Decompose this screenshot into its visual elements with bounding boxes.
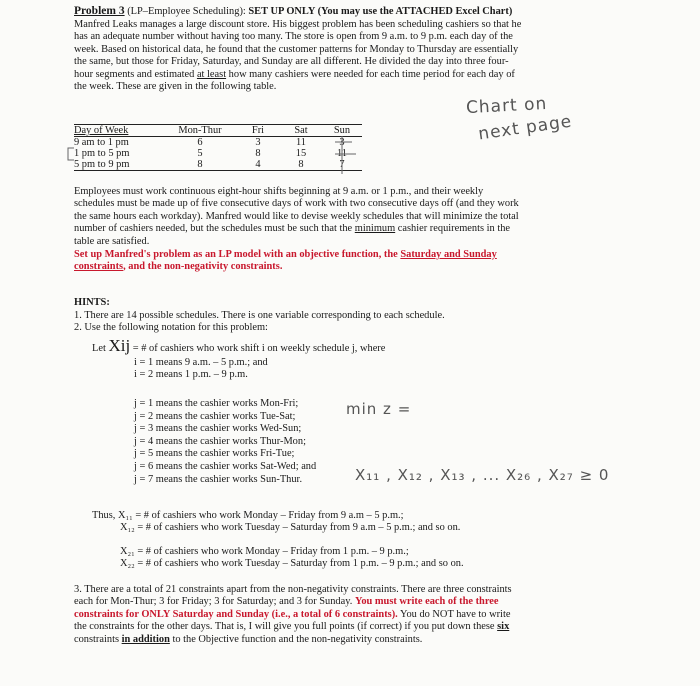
cell: 8 xyxy=(255,148,261,159)
let-word: Let xyxy=(92,343,106,354)
j-line: j = 1 means the cashier works Mon-Fri; xyxy=(134,398,299,409)
thus-line: Thus, X₁₁ = # of cashiers who work Monday – Friday from 9 a.m – 5 p.m.; xyxy=(92,510,404,521)
setup-text: , and the non-negativity constraints. xyxy=(123,261,283,273)
header-fri: Fri xyxy=(236,125,280,137)
header-mon-thur: Mon-Thur xyxy=(164,125,236,137)
cell: 8 xyxy=(280,159,322,171)
setup-emphasis: Saturday and Sunday xyxy=(400,249,497,260)
setup-text: Set up Manfred's problem as an LP model with an objective function, the xyxy=(74,249,401,260)
problem-subtitle: (LP–Employee Scheduling): xyxy=(127,6,246,17)
pen-bracket xyxy=(68,148,74,160)
hint-3-text: each for Mon-Thur; 3 for Friday; 3 for Saturday; and 3 for Sunday. xyxy=(74,596,355,608)
header-sun: Sun xyxy=(322,125,362,137)
cell: 8 xyxy=(164,159,236,171)
pen-lines xyxy=(335,136,356,174)
row-label: 9 am to 1 pm xyxy=(74,137,129,148)
pen-markings xyxy=(60,136,380,186)
cell: 11 xyxy=(295,137,306,148)
cell: 3 xyxy=(339,137,345,148)
intro-paragraph xyxy=(74,19,521,93)
row-label: 1 pm to 5 pm xyxy=(74,148,130,159)
cell: 11 xyxy=(336,148,347,159)
j-line: j = 5 means the cashier works Fri-Tue; xyxy=(134,448,295,460)
let-rest: = # of cashiers who work shift i on weekly schedule j, where xyxy=(130,343,386,354)
intro-line: hour segments and estimated at least how many cashiers were needed for each time period for each day of xyxy=(74,68,515,80)
hint-3-text: to the Objective function and the non-negativity constraints. xyxy=(169,633,423,645)
paragraph-line: the same hours each workday). Manfred would like to devise weekly schedules that will minimize the total xyxy=(74,210,519,222)
hint-3-emphasis: in addition xyxy=(121,633,170,645)
cell: 7 xyxy=(322,159,362,171)
thus-line: X₁₂ = # of cashiers who work Tuesday – Saturday from 9 a.m – 5 p.m.; and so on. xyxy=(120,522,461,533)
header-sat: Sat xyxy=(280,125,322,137)
paragraph-line: table are satisfied. xyxy=(74,235,150,247)
cell: 5 xyxy=(197,148,203,159)
j-line: j = 7 means the cashier works Sun-Thur. xyxy=(134,473,303,485)
hints-label: HINTS: xyxy=(74,297,110,308)
let-definition xyxy=(92,336,386,355)
hint-3-line: 3. There are a total of 21 constraints apart from the non-negativity constraints. There are three constraints xyxy=(74,584,512,595)
j-line: j = 6 means the cashier works Sat-Wed; and xyxy=(134,460,317,472)
thus-line: X₂₁ = # of cashiers who work Monday – Friday from 1 p.m. – 9 p.m.; xyxy=(120,546,409,557)
intro-line: has an adequate number without having too many. The store is open from 9 a.m. to 9 p.m. each day of the xyxy=(74,31,513,43)
row-label: 5 pm to 9 pm xyxy=(74,159,164,171)
hint-3-emphasis: six xyxy=(497,621,510,633)
table-header-row xyxy=(74,125,362,137)
header-day-of-week: Day of Week xyxy=(74,125,164,137)
paragraph-line: Employees must work continuous eight-hour shifts beginning at 9 a.m. or 1 p.m., and their weekly xyxy=(74,186,484,197)
cell: 15 xyxy=(295,148,307,159)
paragraph-line: number of cashiers needed, but the schedules must be such that the minimum cashier requirements in the xyxy=(74,223,511,235)
intro-line: Manfred Leaks manages a large discount store. His biggest problem has been scheduling cashiers so that he xyxy=(74,19,522,30)
j-line: j = 2 means the cashier works Tue-Sat; xyxy=(134,410,296,422)
problem-heading xyxy=(74,5,512,18)
problem-number: Problem 3 xyxy=(74,5,125,17)
cell: 3 xyxy=(255,137,261,148)
thus-line: X₂₂ = # of cashiers who work Tuesday – Saturday from 1 p.m. – 9 p.m.; and so on. xyxy=(120,558,464,569)
cell: 4 xyxy=(236,159,280,171)
hint-3-emphasis: constraints for ONLY Saturday and Sunday (i.e., a total of 6 constraints). xyxy=(74,608,398,620)
hint-2: 2. Use the following notation for this problem: xyxy=(74,322,268,333)
hint-3 xyxy=(74,584,512,646)
hint-3-emphasis: You must write each of the three xyxy=(354,596,499,608)
problem-instruction: SET UP ONLY (You may use the ATTACHED Excel Chart) xyxy=(245,6,513,17)
j-definitions xyxy=(134,398,316,486)
hint-3-text: the constraints for the other days. That is, I will give you full points (if correct) if you put down these xyxy=(74,621,498,633)
setup-emphasis: constraints xyxy=(74,261,124,273)
intro-line: the week. These are given in the following table. xyxy=(74,81,277,93)
cell: 6 xyxy=(197,137,203,148)
i-line: i = 1 means 9 a.m. – 5 p.m.; and xyxy=(134,357,268,368)
hint-3-text: constraints xyxy=(74,633,122,645)
constraint-paragraph xyxy=(74,186,519,248)
j-line: j = 4 means the cashier works Thur-Mon; xyxy=(134,435,306,447)
hint-1: 1. There are 14 possible schedules. There is one variable corresponding to each schedule. xyxy=(74,310,445,321)
i-definitions xyxy=(134,357,268,382)
intro-line: week. Based on historical data, he found that the customer patterns for Monday to Thursday are essentially xyxy=(74,43,519,55)
intro-line: the same, but those for Friday, Saturday, and Sunday are all different. He divided the day into three four- xyxy=(74,56,509,68)
handwritten-objective: min z = xyxy=(346,400,412,418)
handwritten-nonnegativity: X₁₁ , X₁₂ , X₁₃ , ... X₂₆ , X₂₇ ≥ 0 xyxy=(355,466,610,484)
handwritten-chart-note: Chart on xyxy=(465,93,548,119)
variable-xij: Xij xyxy=(108,336,131,355)
setup-instruction xyxy=(74,249,497,274)
j-line: j = 3 means the cashier works Wed-Sun; xyxy=(134,423,302,435)
paragraph-line: schedules must be made up of five consecutive days of work with two consecutive days off (and they work xyxy=(74,198,519,210)
i-line: i = 2 means 1 p.m. – 9 p.m. xyxy=(134,369,248,381)
handwritten-next-page-note: next page xyxy=(477,111,574,145)
hint-3-text: You do NOT have to write xyxy=(397,608,511,620)
